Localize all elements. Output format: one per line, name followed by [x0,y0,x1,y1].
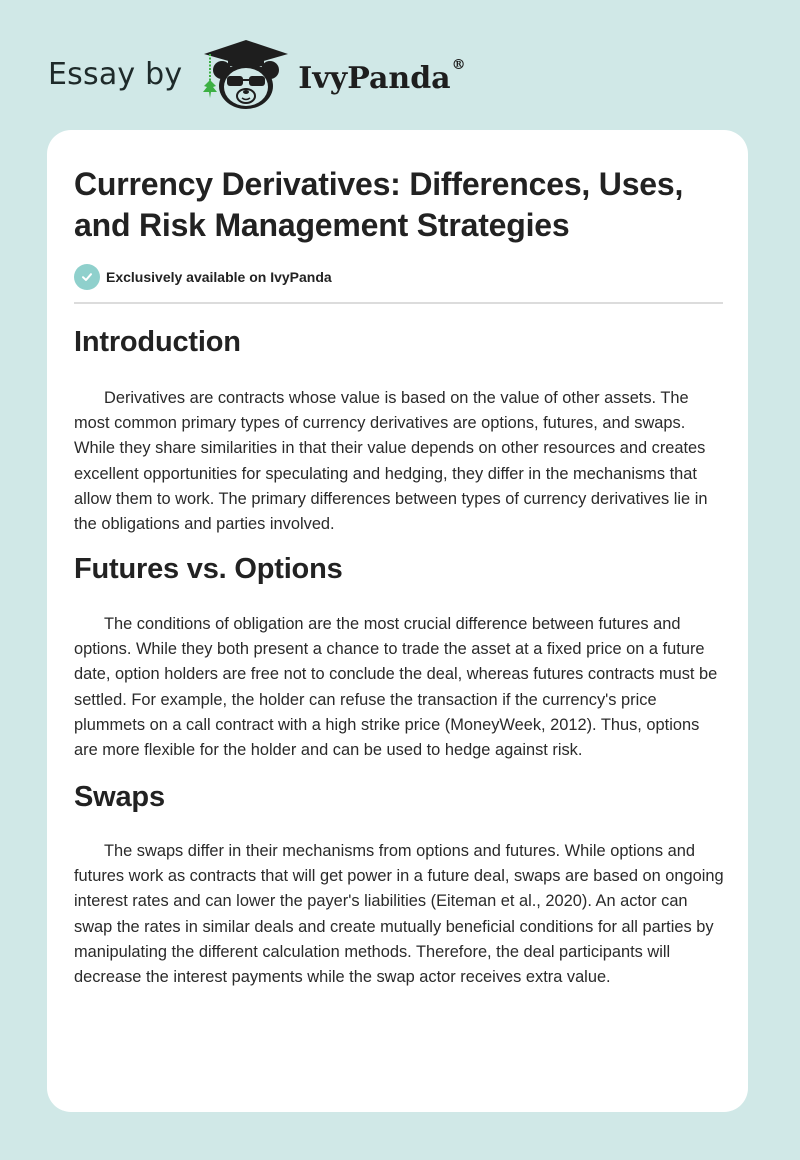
brand-link[interactable] [48,36,466,110]
brand-name-text: IvyPanda [298,60,451,96]
section-paragraph-introduction: Derivatives are contracts whose value is based on the value of other assets. The most common primary types of currency derivatives are options, futures, and swaps. While they share similarities in that their value depends on other resources and creates excellent opportunities for speculating and hedging, they differ in the mechanisms that allow them to work. The primary differences between types of currency derivatives lie in the obligations and parties involved. [74,389,708,534]
site-header [0,0,800,130]
registered-mark: ® [451,56,466,73]
badge-text: Exclusively available on IvyPanda [106,269,332,285]
section-heading-swaps: Swaps [74,781,165,813]
section-heading-futures-vs-options: Futures vs. Options [74,553,343,585]
essay-card [47,130,748,1112]
divider [74,302,723,304]
panda-graduation-cap-icon [200,36,292,110]
exclusive-badge [74,264,332,290]
section-heading-introduction: Introduction [74,326,241,358]
check-circle-icon [74,264,100,290]
brand-name [298,56,466,96]
page-title: Currency Derivatives: Differences, Uses, and Risk Management Strategies [74,166,684,243]
section-paragraph-futures-vs-options: The conditions of obligation are the most crucial difference between futures and options. While they both present a chance to trade the asset at a fixed price on a future date, option holders are free not to conclude the deal, whereas futures contracts must be settled. For example, the holder can refuse the transaction if the currency's price plummets on a call contract with a high strike price (MoneyWeek, 2012). Thus, options are more flexible for the holder and can be used to hedge against risk. [74,615,718,760]
section-paragraph-swaps: The swaps differ in their mechanisms from options and futures. While options and futures work as contracts that will get power in a future deal, swaps are based on ongoing interest rates and can lower the payer's liabilities (Eiteman et al., 2020). An actor can swap the rates in similar deals and create mutually beneficial conditions for all parties by manipulating the different calculation methods. Therefore, the deal participants will decrease the interest payments while the swap actor receives extra value. [74,842,724,987]
essay-by-label: Essay by [48,56,183,92]
